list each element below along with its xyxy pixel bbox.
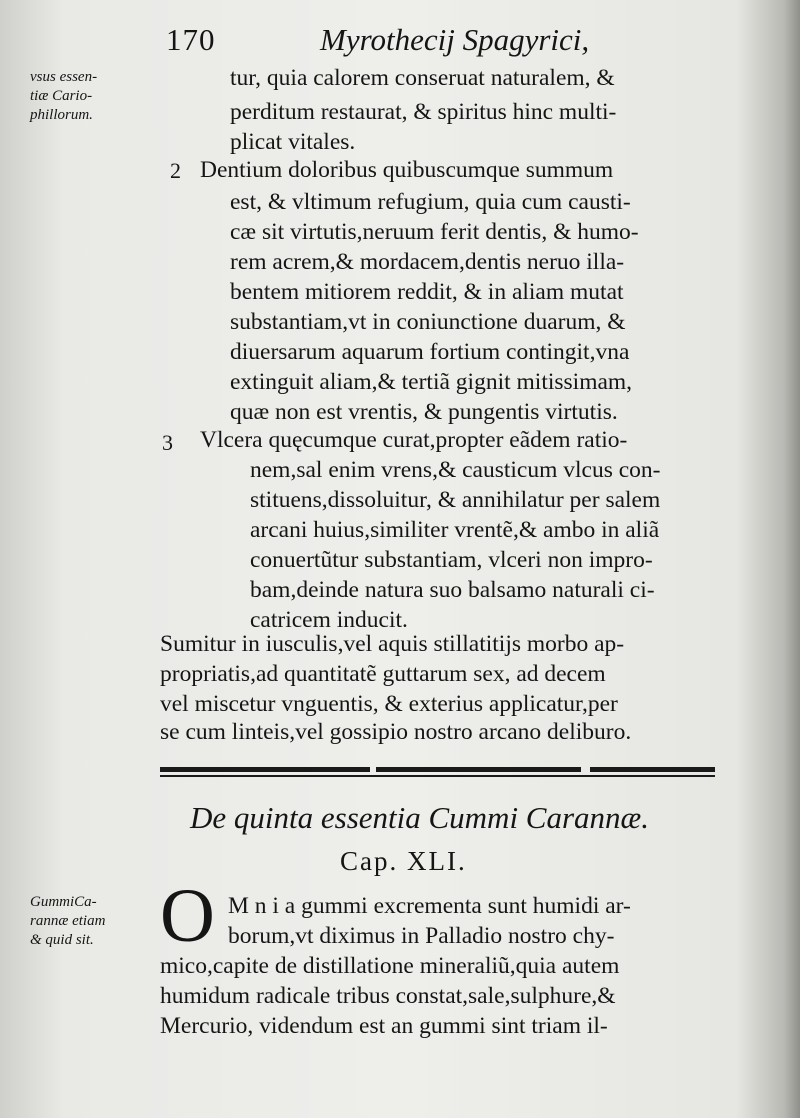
drop-cap: O	[160, 874, 215, 958]
margin-note-line: vsus essen-	[30, 69, 98, 85]
text-line: plicat vitales.	[230, 129, 356, 155]
text-line: arcani huius,similiter vrentẽ,& ambo in aliã	[250, 517, 660, 543]
text-line: Mercurio, videndum est an gummi sint triam il-	[160, 1013, 608, 1039]
text-line: perditum restaurat, & spiritus hinc multi-	[230, 99, 617, 125]
section-rule	[376, 767, 581, 772]
margin-note-line: tiæ Cario-	[30, 88, 93, 104]
text-line: Sumitur in iusculis,vel aquis stillatitijs morbo ap-	[160, 631, 625, 657]
text-line: se cum linteis,vel gossipio nostro arcano deliburo.	[160, 719, 632, 745]
text-line: nem,sal enim vrens,& causticum vlcus con-	[250, 457, 661, 483]
margin-note-2	[30, 893, 150, 950]
text-line: diuersarum aquarum fortium contingit,vna	[230, 339, 630, 365]
text-line: bam,deinde natura suo balsamo naturali ci-	[250, 577, 655, 603]
text-line: vel miscetur vnguentis, & exterius applicatur,per	[160, 691, 618, 717]
text-line: est, & vltimum refugium, quia cum causti-	[230, 189, 631, 215]
text-line: catricem inducit.	[250, 607, 408, 633]
text-line: borum,vt diximus in Palladio nostro chy-	[228, 923, 615, 949]
section-rule-thin	[160, 775, 715, 777]
margin-note-line: rannæ etiam	[30, 913, 106, 929]
text-line: cæ sit virtutis,neruum ferit dentis, & humo-	[230, 219, 639, 245]
item-number: 2	[170, 158, 181, 183]
section-rule	[590, 767, 715, 772]
text-line: propriatis,ad quantitatẽ guttarum sex, ad decem	[160, 661, 606, 687]
text-line: bentem mitiorem reddit, & in aliam mutat	[230, 279, 624, 305]
text-line: humidum radicale tribus constat,sale,sulphure,&	[160, 983, 616, 1009]
margin-note-line: phillorum.	[30, 107, 93, 123]
margin-note-line: GummiCa-	[30, 894, 97, 910]
chapter-heading: Cap. XLI.	[340, 846, 467, 876]
text-line: substantiam,vt in coniunctione duarum, &	[230, 309, 626, 335]
text-line: rem acrem,& mordacem,dentis neruo illa-	[230, 249, 625, 275]
text-line: Dentium doloribus quibuscumque summum	[200, 157, 614, 183]
item-number: 3	[162, 430, 173, 455]
margin-note-line: & quid sit.	[30, 932, 94, 948]
text-line: extinguit aliam,& tertiã gignit mitissimam,	[230, 369, 633, 395]
running-head: Myrothecij Spagyrici,	[320, 22, 590, 57]
text-line: M n i a gummi excrementa sunt humidi ar-	[228, 893, 631, 919]
text-line: tur, quia calorem conseruat naturalem, &	[230, 65, 615, 91]
section-rule	[160, 767, 370, 772]
margin-note-1	[30, 68, 150, 125]
text-line: stituens,dissoluitur, & annihilatur per salem	[250, 487, 661, 513]
page-number: 170	[166, 22, 216, 57]
section-title: De quinta essentia Cummi Carannæ.	[190, 800, 649, 835]
text-line: mico,capite de distillatione mineraliũ,quia autem	[160, 953, 620, 979]
text-line: Vlcera quęcumque curat,propter eãdem ratio-	[200, 427, 628, 453]
text-line: quæ non est vrentis, & pungentis virtutis.	[230, 399, 618, 425]
text-line: conuertũtur substantiam, vlceri non impro-	[250, 547, 653, 573]
